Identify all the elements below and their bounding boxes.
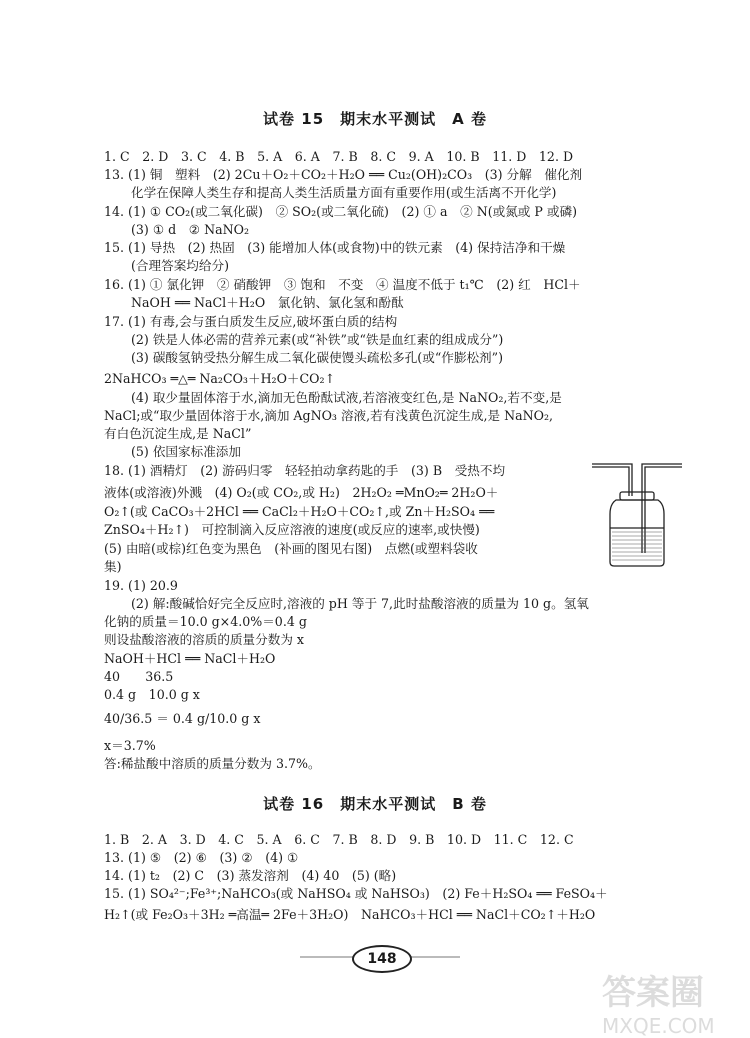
answer-line: 15. (1) SO₄²⁻;Fe³⁺;NaHCO₃(或 NaHSO₄ 或 NaHSO₃) (2) Fe＋H₂SO₄ ══ FeSO₄＋ <box>104 886 608 901</box>
watermark-brand: 答案圈 <box>602 973 704 1013</box>
answer-line: 化钠的质量＝10.0 g×4.0%＝0.4 g <box>104 614 307 629</box>
answer-line: (3) 碳酸氢钠受热分解生成二氧化碳使馒头疏松多孔(或“作膨松剂”) <box>131 350 503 365</box>
answer-line: (合理答案均给分) <box>131 258 229 273</box>
equation-line: 2NaHCO₃ ═△═ Na₂CO₃＋H₂O＋CO₂↑ <box>104 371 336 386</box>
answer-line: (5) 依国家标准添加 <box>131 444 241 459</box>
answer-line: (2) 铁是人体必需的营养元素(或“补铁”或“铁是血红素的组成成分”) <box>131 332 504 347</box>
answer-line: 19. (1) 20.9 <box>104 578 178 593</box>
answer-line: O₂↑(或 CaCO₃＋2HCl ══ CaCl₂＋H₂O＋CO₂↑,或 Zn＋H₂SO₄ ══ <box>104 504 495 519</box>
answer-line: NaOH ══ NaCl＋H₂O 氯化钠、氯化氢和酚酞 <box>131 295 404 310</box>
answer-line: 16. (1) ① 氯化钾 ② 硝酸钾 ③ 饱和 不变 ④ 温度不低于 t₁℃ (2) 红 HCl＋ <box>104 277 581 292</box>
answer-line: 14. (1) ① CO₂(或二氧化碳) ② SO₂(或二氧化硫) (2) ① a ② N(或氮或 P 或磷) <box>104 204 577 219</box>
watermark-logo <box>602 965 742 1038</box>
section-a-title: 试卷 15 期末水平测试 A 卷 <box>263 110 487 128</box>
gas-bottle-figure <box>592 458 682 568</box>
answer-line: (4) 取少量固体溶于水,滴加无色酚酞试液,若溶液变红色,是 NaNO₂,若不变,是 <box>131 390 562 405</box>
answer-line: 有白色沉淀生成,是 NaCl” <box>104 426 252 441</box>
equation-line: NaOH＋HCl ══ NaCl＋H₂O <box>104 651 276 666</box>
answer-line: 40 36.5 <box>104 669 174 684</box>
answer-line: 15. (1) 导热 (2) 热固 (3) 能增加人体(或食物)中的铁元素 (4) 保持洁净和干燥 <box>104 240 566 255</box>
answer-line: 则设盐酸溶液的溶质的质量分数为 x <box>104 632 305 647</box>
answer-line: ZnSO₄＋H₂↑) 可控制滴入反应溶液的速度(或反应的速率,或快慢) <box>104 522 480 537</box>
answer-line: 集) <box>104 559 122 574</box>
answer-line: 1. B 2. A 3. D 4. C 5. A 6. C 7. B 8. D 9. B 10. D 11. C 12. C <box>104 832 574 847</box>
watermark-url: MXQE.COM <box>602 1014 715 1038</box>
answer-line: 0.4 g 10.0 g x <box>104 687 200 702</box>
fraction-line: 40/36.5 ＝ 0.4 g/10.0 g x <box>104 711 261 726</box>
answer-line: H₂↑(或 Fe₂O₃＋3H₂ ═高温═ 2Fe＋3H₂O) NaHCO₃＋HCl ══ NaCl＋CO₂↑＋H₂O <box>104 907 596 922</box>
answer-line: 液体(或溶液)外溅 (4) O₂(或 CO₂,或 H₂) 2H₂O₂ ═MnO₂═ 2H₂O＋ <box>104 485 499 500</box>
answer-line: 13. (1) 铜 塑料 (2) 2Cu＋O₂＋CO₂＋H₂O ══ Cu₂(OH)₂CO₃ (3) 分解 催化剂 <box>104 167 583 182</box>
answer-line: 14. (1) t₂ (2) C (3) 蒸发溶剂 (4) 40 (5) (略) <box>104 868 397 883</box>
section-b-title: 试卷 16 期末水平测试 B 卷 <box>263 795 487 813</box>
answer-line: 17. (1) 有毒,会与蛋白质发生反应,破坏蛋白质的结构 <box>104 314 398 329</box>
answer-line: 1. C 2. D 3. C 4. B 5. A 6. A 7. B 8. C 9. A 10. B 11. D 12. D <box>104 149 574 164</box>
answer-line: NaCl;或“取少量固体溶于水,滴加 AgNO₃ 溶液,若有浅黄色沉淀生成,是 NaNO₂, <box>104 408 554 423</box>
answer-line: (2) 解:酸碱恰好完全反应时,溶液的 pH 等于 7,此时盐酸溶液的质量为 10 g。氢氧 <box>131 596 589 611</box>
answer-line: (3) ① d ② NaNO₂ <box>131 222 250 237</box>
answer-line: x＝3.7% <box>104 738 156 753</box>
page-number: 148 <box>352 945 412 973</box>
answer-line: 13. (1) ⑤ (2) ⑥ (3) ② (4) ① <box>104 850 299 865</box>
answer-line: 化学在保障人类生存和提高人类生活质量方面有重要作用(或生活离不开化学) <box>131 185 557 200</box>
answer-line: (5) 由暗(或棕)红色变为黑色 (补画的图见右图) 点燃(或塑料袋收 <box>104 541 478 556</box>
answer-line: 答:稀盐酸中溶质的质量分数为 3.7%。 <box>104 756 321 771</box>
answer-line: 18. (1) 酒精灯 (2) 游码归零 轻轻拍动拿药匙的手 (3) B 受热不均 <box>104 463 506 478</box>
